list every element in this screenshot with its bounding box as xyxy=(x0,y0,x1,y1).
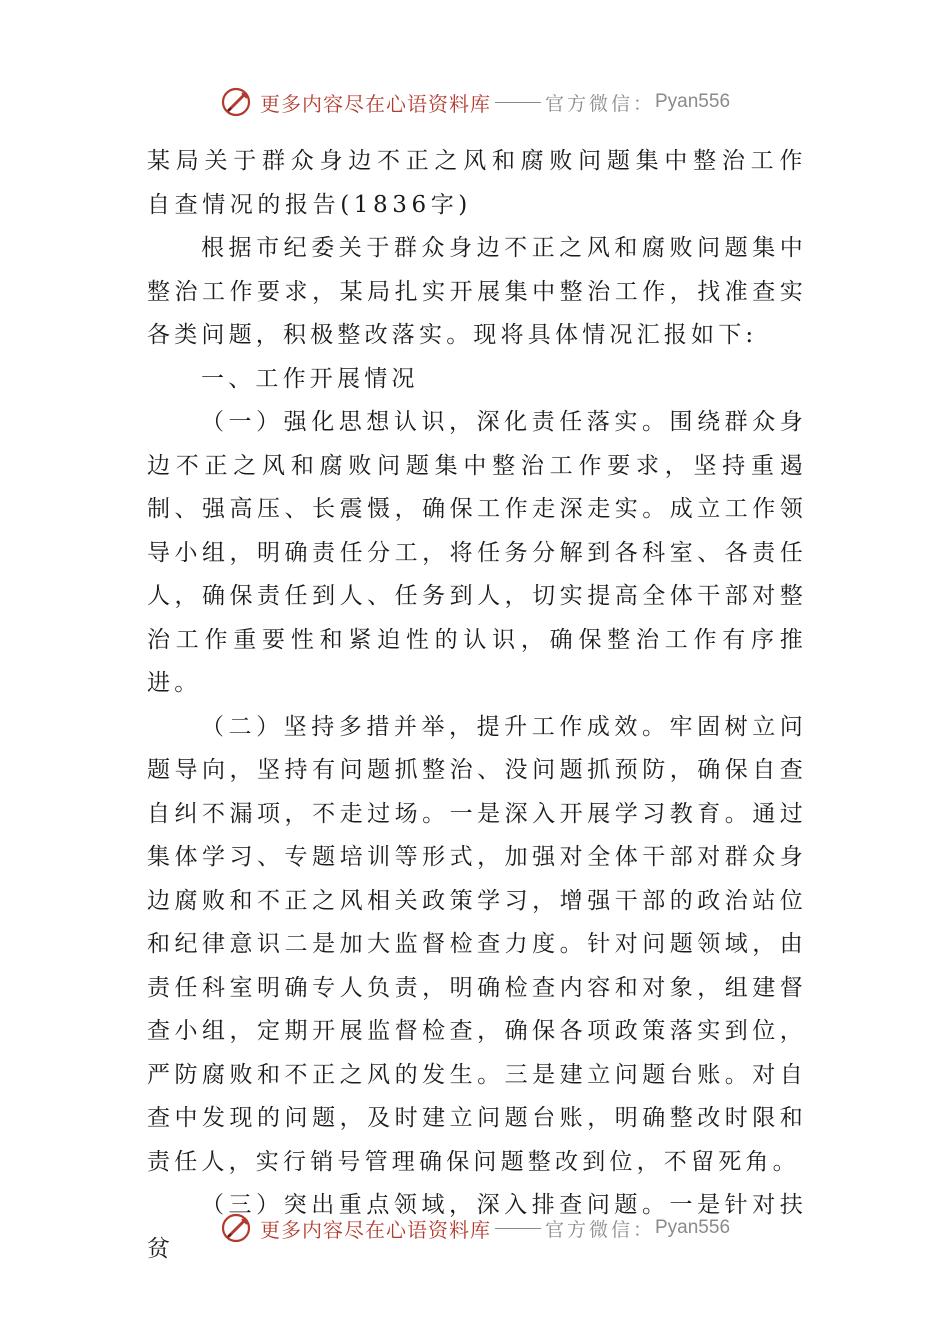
footer-banner xyxy=(0,1208,950,1248)
document-body xyxy=(147,140,807,1271)
pen-logo-icon xyxy=(220,1211,254,1245)
document-title: 某局关于群众身边不正之风和腐败问题集中整治工作自查情况的报告(1836字) xyxy=(147,148,807,218)
paragraph-intro: 根据市纪委关于群众身边不正之风和腐败问题集中整治工作要求，某局扎实开展集中整治工作，找准查实各类问题，积极整改落实。现将具体情况汇报如下: xyxy=(147,235,807,348)
banner-wechat-id: Pyan556 xyxy=(655,1217,731,1238)
header-banner xyxy=(0,82,950,122)
banner-divider xyxy=(495,1228,541,1229)
pen-logo-icon xyxy=(220,85,254,119)
banner-wechat-id: Pyan556 xyxy=(655,91,731,112)
banner-text: 更多内容尽在心语资料库 xyxy=(259,1217,491,1242)
banner-official-label: 官方微信： xyxy=(544,1218,655,1241)
banner-divider xyxy=(495,102,541,103)
paragraph-3: （三）突出重点领域，深入排查问题。一是针对扶贫 xyxy=(147,1192,807,1262)
banner-text: 更多内容尽在心语资料库 xyxy=(259,91,491,116)
banner-official-label: 官方微信： xyxy=(544,92,655,115)
paragraph-2: （二）坚持多措并举，提升工作成效。牢固树立问题导向，坚持有问题抓整治、没问题抓预防，确保自查自纠不漏项，不走过场。一是深入开展学习教育。通过集体学习、专题培训等形式，加强对全体干部对群众身边腐败和不正之风相关政策学习，增强干部的政治站位和纪律意识二是加大监督检查力度。针对问题领域，由责任科室明确专人负责，明确检查内容和对象，组建督查小组，定期开展监督检查，确保各项政策落实到位，严防腐败和不正之风的发生。三是建立问题台账。对自查中发现的问题，及时建立问题台账，明确整改时限和责任人，实行销号管理确保问题整改到位，不留死角。 xyxy=(147,713,807,1175)
section-heading-1: 一、工作开展情况 xyxy=(201,365,419,392)
paragraph-1: （一）强化思想认识，深化责任落实。围绕群众身边不正之风和腐败问题集中整治工作要求，坚持重遏制、强高压、长震慑，确保工作走深走实。成立工作领导小组，明确责任分工，将任务分解到各科室、各责任人，确保责任到人、任务到人，切实提高全体干部对整治工作重要性和紧迫性的认识，确保整治工作有序推进。 xyxy=(147,409,807,696)
